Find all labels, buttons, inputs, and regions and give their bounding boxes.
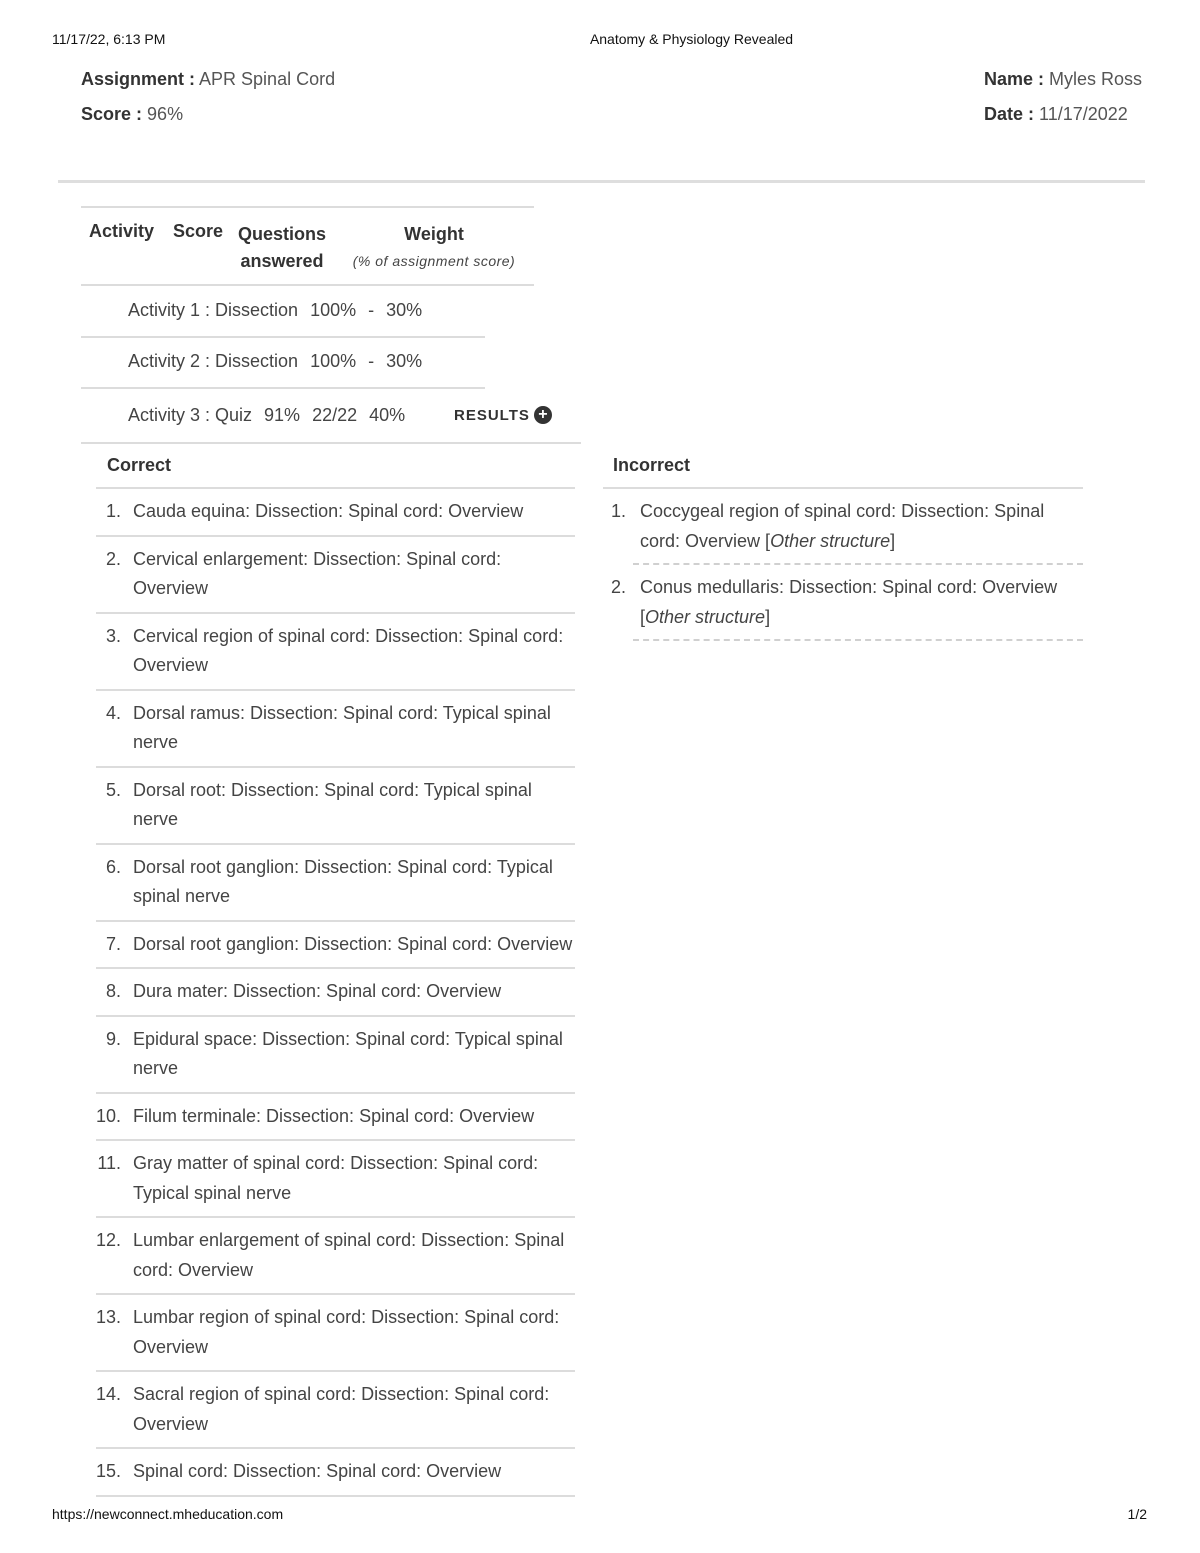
list-item bbox=[96, 845, 575, 922]
list-item bbox=[603, 489, 1083, 565]
item-number: 14. bbox=[96, 1384, 122, 1404]
correct-heading: Correct bbox=[107, 455, 172, 475]
note-open: [ bbox=[765, 530, 771, 551]
list-item bbox=[96, 691, 575, 768]
score-label: Score : bbox=[81, 104, 143, 124]
activity-table-header-border bbox=[81, 284, 534, 286]
col-header-score: Score bbox=[173, 221, 224, 241]
activity-weight: 30% bbox=[386, 351, 423, 371]
note-open: [ bbox=[640, 606, 646, 627]
activity-weight: 30% bbox=[386, 300, 423, 320]
item-number: 5. bbox=[105, 779, 121, 800]
incorrect-heading: Incorrect bbox=[613, 455, 691, 475]
activity-row bbox=[128, 300, 434, 321]
activity-score: 100% bbox=[310, 300, 357, 320]
item-number: 6. bbox=[105, 856, 121, 877]
list-item bbox=[603, 565, 1083, 641]
item-text: Filum terminale: Dissection: Spinal cord: Overview bbox=[133, 1105, 535, 1126]
note-close: ] bbox=[890, 530, 896, 551]
activity-row bbox=[128, 351, 434, 372]
activity-questions: - bbox=[368, 351, 375, 371]
item-note: Other structure bbox=[770, 530, 891, 551]
item-number: 11. bbox=[97, 1153, 121, 1173]
item-number: 1. bbox=[105, 501, 121, 521]
list-item bbox=[96, 768, 575, 845]
incorrect-list bbox=[603, 489, 1083, 641]
item-number: 2. bbox=[610, 577, 626, 597]
header-divider bbox=[58, 180, 1145, 183]
col-header-questions-line1: Questions bbox=[238, 224, 327, 244]
results-toggle-button[interactable] bbox=[454, 406, 552, 424]
list-item bbox=[96, 1449, 575, 1497]
name-value: Myles Ross bbox=[1049, 69, 1143, 89]
item-number: 9. bbox=[105, 1028, 121, 1049]
list-item bbox=[96, 969, 575, 1017]
assignment-label: Assignment : bbox=[81, 69, 196, 89]
activity-questions: - bbox=[368, 300, 375, 320]
item-number: 8. bbox=[105, 981, 121, 1001]
item-text: Coccygeal region of spinal cord: Dissection: Spinal cord: Overview bbox=[640, 501, 1045, 551]
item-number: 7. bbox=[105, 933, 121, 954]
correct-list bbox=[96, 489, 575, 1497]
activity-weight: 40% bbox=[369, 405, 406, 425]
list-item bbox=[96, 922, 575, 970]
print-page-title: Anatomy & Physiology Revealed bbox=[589, 31, 794, 47]
item-text: Dorsal root ganglion: Dissection: Spinal cord: Overview bbox=[133, 933, 573, 954]
item-text: Conus medullaris: Dissection: Spinal cord: Overview bbox=[640, 577, 1058, 597]
results-label: RESULTS bbox=[454, 407, 530, 424]
item-text: Dorsal root ganglion: Dissection: Spinal cord: Typical spinal nerve bbox=[133, 856, 553, 906]
item-text: Dura mater: Dissection: Spinal cord: Overview bbox=[133, 981, 502, 1001]
item-text: Lumbar enlargement of spinal cord: Dissection: Spinal cord: Overview bbox=[133, 1230, 565, 1280]
row-divider bbox=[81, 387, 485, 389]
list-item bbox=[96, 1141, 575, 1218]
col-header-activity: Activity bbox=[89, 221, 155, 241]
item-text: Dorsal root: Dissection: Spinal cord: Typical spinal nerve bbox=[133, 779, 532, 829]
row-divider bbox=[81, 336, 485, 338]
item-text: Cervical enlargement: Dissection: Spinal cord: Overview bbox=[133, 548, 502, 598]
col-header-weight bbox=[340, 221, 528, 275]
list-item bbox=[96, 489, 575, 537]
print-page-number: 1/2 bbox=[1127, 1506, 1147, 1522]
print-datetime: 11/17/22, 6:13 PM bbox=[52, 31, 166, 47]
item-text: Cervical region of spinal cord: Dissection: Spinal cord: Overview bbox=[133, 625, 564, 675]
list-item bbox=[96, 1218, 575, 1295]
item-number: 13. bbox=[96, 1307, 122, 1327]
item-number: 12. bbox=[96, 1230, 122, 1250]
item-text: Gray matter of spinal cord: Dissection: Spinal cord: Typical spinal nerve bbox=[133, 1153, 539, 1203]
date-label: Date : bbox=[984, 104, 1035, 124]
item-number: 2. bbox=[105, 548, 121, 569]
activity-name: Activity 1 : Dissection bbox=[128, 300, 299, 320]
item-number: 3. bbox=[105, 625, 121, 646]
col-header-questions bbox=[238, 221, 326, 275]
list-item bbox=[96, 1295, 575, 1372]
assignment-value: APR Spinal Cord bbox=[199, 69, 336, 89]
assignment-info bbox=[81, 69, 335, 90]
item-text: Cauda equina: Dissection: Spinal cord: Overview bbox=[133, 501, 524, 521]
row-divider bbox=[81, 442, 581, 444]
item-text: Epidural space: Dissection: Spinal cord: Typical spinal nerve bbox=[133, 1028, 563, 1078]
list-item bbox=[96, 614, 575, 691]
list-item bbox=[96, 537, 575, 614]
name-label: Name : bbox=[984, 69, 1045, 89]
item-number: 15. bbox=[96, 1461, 122, 1481]
item-number: 1. bbox=[610, 501, 626, 521]
list-item bbox=[96, 1094, 575, 1142]
item-number: 4. bbox=[105, 702, 121, 723]
list-item bbox=[96, 1372, 575, 1449]
col-header-questions-line2: answered bbox=[240, 251, 324, 271]
item-text: Dorsal ramus: Dissection: Spinal cord: Typical spinal nerve bbox=[133, 702, 551, 752]
print-url: https://newconnect.mheducation.com bbox=[52, 1506, 284, 1522]
item-note: Other structure bbox=[645, 606, 766, 627]
date-value: 11/17/2022 bbox=[1039, 104, 1128, 124]
item-number: 10. bbox=[96, 1105, 122, 1126]
activity-score: 100% bbox=[310, 351, 357, 371]
item-text: Sacral region of spinal cord: Dissection: Spinal cord: Overview bbox=[133, 1384, 550, 1434]
activity-table-top-border bbox=[81, 206, 534, 208]
activity-row bbox=[128, 405, 417, 426]
score-info bbox=[81, 104, 183, 125]
score-value: 96% bbox=[147, 104, 184, 124]
plus-circle-icon: + bbox=[534, 406, 552, 424]
list-item bbox=[96, 1017, 575, 1094]
activity-questions: 22/22 bbox=[312, 405, 358, 425]
col-header-weight-label: Weight bbox=[404, 224, 464, 244]
date-info bbox=[984, 104, 1128, 125]
activity-name: Activity 3 : Quiz bbox=[128, 405, 253, 425]
item-text: Spinal cord: Dissection: Spinal cord: Overview bbox=[133, 1461, 502, 1481]
name-info bbox=[984, 69, 1142, 90]
activity-score: 91% bbox=[264, 405, 301, 425]
col-header-weight-sub: (% of assignment score) bbox=[352, 253, 516, 269]
item-text: Lumbar region of spinal cord: Dissection: Spinal cord: Overview bbox=[133, 1307, 560, 1357]
activity-name: Activity 2 : Dissection bbox=[128, 351, 299, 371]
note-close: ] bbox=[765, 606, 771, 627]
